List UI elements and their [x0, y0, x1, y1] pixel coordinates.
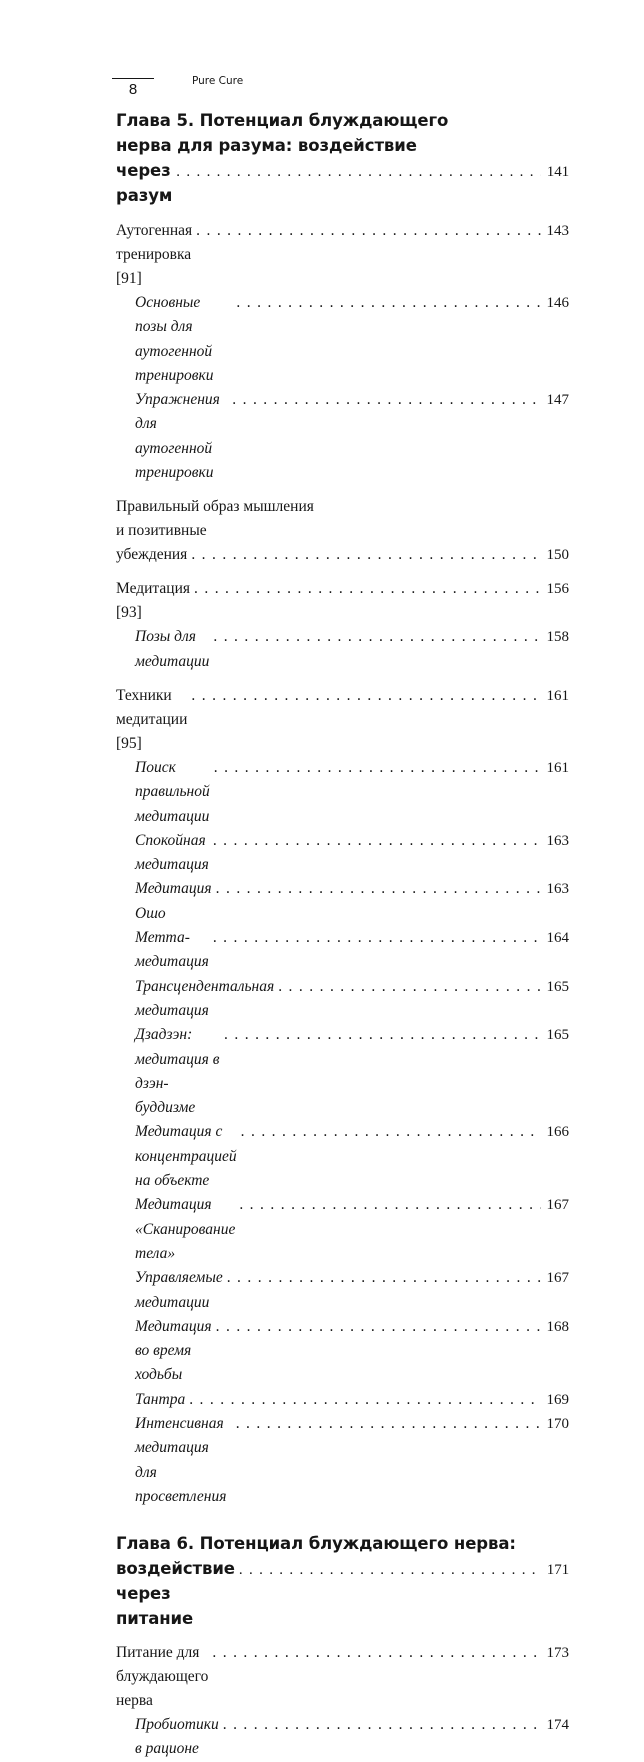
subsection-title: Медитация во время ходьбы	[135, 1317, 212, 1384]
toc-subsection	[116, 388, 569, 485]
section-title: Медитация [93]	[116, 580, 190, 622]
toc-subsection	[116, 1266, 569, 1315]
subsection-title: Метта-медитация	[135, 929, 209, 971]
subsection-title: Управляемые медитации	[135, 1269, 223, 1311]
subsection-page: 161	[546, 759, 569, 776]
page-number: 8	[128, 81, 138, 98]
subsection-title: Пробиотики в рационе	[135, 1716, 219, 1758]
subsection-title: Позы для медитации	[135, 628, 210, 670]
section-title: Аутогенная тренировка [91]	[116, 222, 193, 287]
subsection-page: 147	[546, 392, 569, 409]
subsection-page: 158	[546, 629, 569, 646]
dot-leader	[223, 1713, 541, 1737]
toc-chapter-5	[116, 108, 569, 208]
section-page: 173	[546, 1645, 569, 1662]
toc-subsection	[116, 756, 569, 829]
dot-leader	[216, 877, 541, 901]
section-title: Техники медитации [95]	[116, 686, 188, 752]
chapter-6-title-line-1: Глава 6. Потенциал блуждающего нерва:	[116, 1534, 516, 1554]
toc-chapter-6	[116, 1531, 569, 1631]
chapter-6-title-line-2: воздействие через питание	[116, 1559, 235, 1629]
toc-subsection	[116, 1023, 569, 1120]
dot-leader	[236, 291, 540, 315]
toc-subsection	[116, 1120, 569, 1193]
dot-leader	[216, 1315, 541, 1339]
toc-subsection	[116, 975, 569, 1024]
section-page: 143	[546, 223, 569, 239]
subsection-page: 146	[546, 295, 569, 311]
toc-subsection	[116, 829, 569, 878]
dot-leader	[189, 1388, 540, 1412]
subsection-page: 163	[546, 832, 569, 849]
section-title-line-1: Правильный образ мышления	[116, 498, 314, 516]
section-page: 150	[546, 547, 569, 564]
subsection-title: Основные позы для аутогенной тренировки	[135, 294, 214, 384]
subsection-title: Медитация с концентрацией на объекте	[135, 1123, 237, 1190]
toc-subsection	[116, 1713, 569, 1762]
dot-leader	[236, 1412, 541, 1436]
toc-subsection	[116, 625, 569, 674]
dot-leader	[212, 1641, 540, 1665]
dot-leader	[213, 625, 540, 649]
subsection-page: 167	[546, 1197, 569, 1214]
subsection-page: 166	[546, 1124, 569, 1141]
dot-leader	[239, 1193, 540, 1217]
subsection-title: Медитация «Сканирование тела»	[135, 1196, 236, 1262]
subsection-page: 164	[546, 930, 569, 947]
toc-subsection	[116, 1388, 569, 1412]
dot-leader	[194, 577, 541, 601]
chapter-5-title-line-3: через разум	[116, 161, 173, 205]
dot-leader	[196, 219, 540, 243]
dot-leader	[191, 543, 540, 567]
chapter-5-title-line-1: Глава 5. Потенциал блуждающего	[116, 111, 449, 130]
dot-leader	[241, 1120, 541, 1144]
running-title: Pure Cure	[192, 75, 244, 87]
chapter-5-title-line-2: нерва для разума: воздействие	[116, 136, 417, 155]
toc-section-mindset	[116, 495, 569, 567]
dot-leader	[191, 684, 540, 708]
dot-leader	[176, 160, 541, 185]
subsection-page: 165	[546, 978, 569, 995]
chapter-5-page: 141	[546, 164, 569, 180]
subsection-title: Тантра	[135, 1390, 186, 1408]
dot-leader	[232, 388, 540, 412]
toc-section-meditation	[116, 577, 569, 625]
toc-subsection	[116, 926, 569, 975]
dot-leader	[239, 1558, 541, 1583]
table-of-contents	[116, 108, 569, 1762]
section-title-line-3: убеждения	[116, 546, 188, 564]
subsection-title: Спокойная медитация	[135, 831, 209, 874]
subsection-title: Дзадзэн: медитация в дзэн-буддизме	[135, 1026, 220, 1117]
subsection-page: 167	[546, 1270, 569, 1287]
page-header	[112, 72, 412, 102]
dot-leader	[224, 1023, 540, 1047]
dot-leader	[227, 1266, 541, 1290]
subsection-title: Упражнения для аутогенной тренировки	[135, 391, 220, 482]
toc-subsection	[116, 877, 569, 926]
dot-leader	[214, 756, 541, 780]
subsection-page: 170	[546, 1415, 569, 1432]
toc-subsection	[116, 1412, 569, 1509]
section-title: Питание для блуждающего нерва	[116, 1644, 209, 1710]
toc-subsection	[116, 1315, 569, 1388]
subsection-page: 169	[546, 1391, 569, 1408]
dot-leader	[213, 926, 541, 950]
chapter-6-page: 171	[546, 1562, 569, 1579]
subsection-page: 163	[546, 881, 569, 898]
subsection-page: 174	[546, 1717, 569, 1734]
subsection-title: Поиск правильной медитации	[135, 758, 210, 825]
subsection-title: Трансцендентальная медитация	[135, 977, 275, 1019]
section-title-line-2: и позитивные	[116, 522, 207, 540]
subsection-page: 168	[546, 1318, 569, 1335]
section-page: 156	[546, 581, 569, 598]
toc-section-autogenic	[116, 219, 569, 291]
toc-section-nutrition	[116, 1641, 569, 1713]
header-rule	[112, 78, 154, 79]
dot-leader	[213, 829, 541, 853]
subsection-title: Интенсивная медитация для просветления	[135, 1414, 227, 1505]
subsection-title: Медитация Ошо	[135, 880, 212, 922]
toc-subsection	[116, 1193, 569, 1266]
subsection-page: 165	[546, 1027, 569, 1044]
toc-section-techniques	[116, 684, 569, 756]
toc-subsection	[116, 291, 569, 388]
section-page: 161	[546, 687, 569, 704]
dot-leader	[278, 975, 540, 999]
